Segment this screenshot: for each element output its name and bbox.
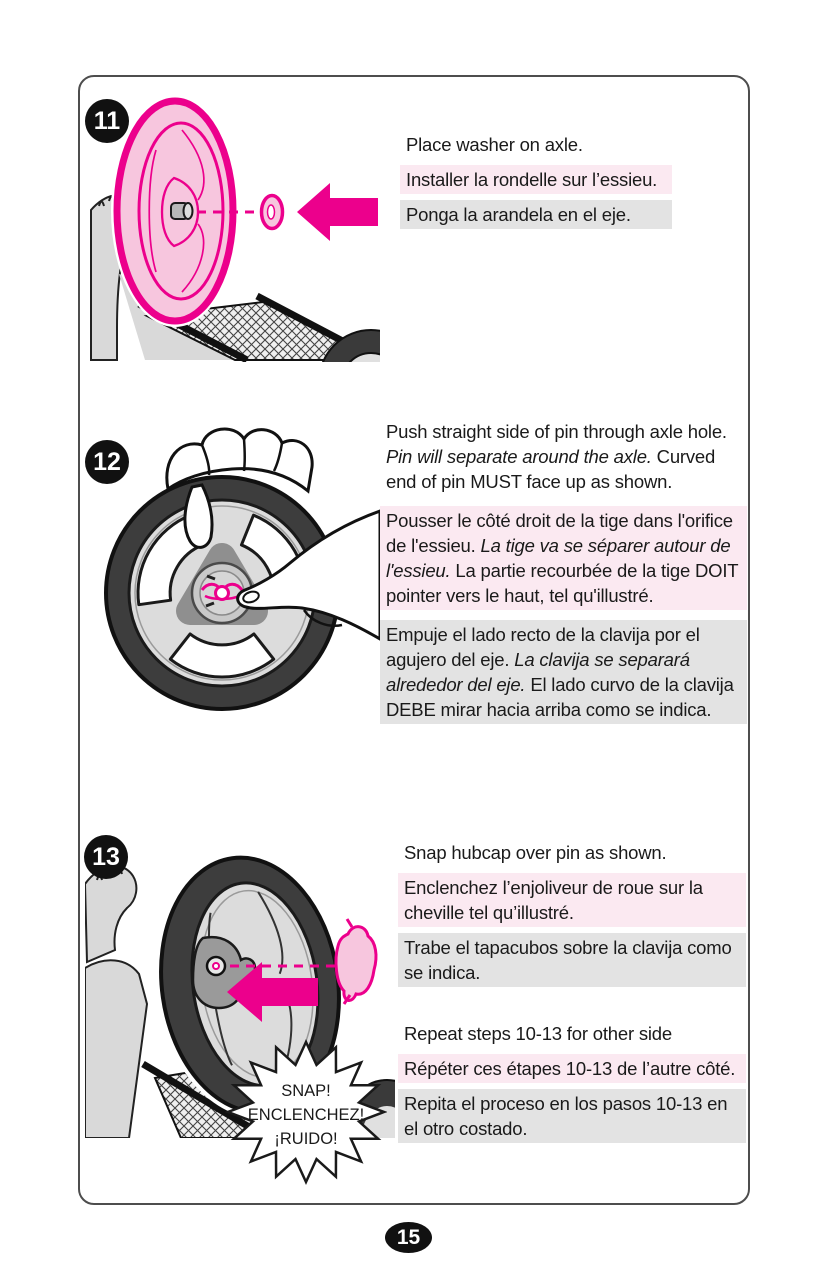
step-11-washer-on-axle-illustration [85, 88, 380, 362]
step-12-en-italic: Pin will separate around the axle. [386, 446, 652, 467]
step-12-french [380, 506, 747, 610]
step-12-number: 12 [93, 447, 121, 476]
step-13-text [398, 838, 746, 1149]
snap-starburst [225, 1036, 387, 1188]
washer [262, 196, 283, 229]
page-number-badge [385, 1222, 432, 1253]
step-13-french: Enclenchez l’enjoliveur de roue sur la cheville tel qu’illustré. [398, 873, 746, 927]
step-11-badge [85, 99, 129, 143]
step-11-number: 11 [93, 106, 121, 135]
step-11-spanish: Ponga la arandela en el eje. [400, 200, 672, 229]
axle [171, 203, 193, 219]
step-13-badge [84, 835, 128, 879]
snap-text-en: SNAP! [281, 1082, 331, 1100]
step-12-english [380, 417, 747, 496]
snap-text-es: ¡RUIDO! [274, 1130, 338, 1148]
left-arrow-icon [297, 183, 378, 241]
repeat-english: Repeat steps 10-13 for other side [404, 1023, 672, 1044]
step-13-spanish: Trabe el tapacubos sobre la clavija como se indica. [398, 933, 746, 987]
step-12-badge [85, 440, 129, 484]
repeat-french: Répéter ces étapes 10-13 de l’autre côté. [398, 1054, 746, 1083]
step-12-fr-italic: La tige va se séparer autour de l'essieu. [386, 535, 731, 581]
step-12-es-text: Empuje el lado recto de la clavija por el agujero del eje. [386, 624, 700, 670]
step-12-text [380, 417, 747, 730]
step-12-spanish [380, 620, 747, 724]
step-11-english: Place washer on axle. [406, 134, 583, 155]
page-number: 15 [396, 1225, 421, 1249]
step-11-text [400, 130, 672, 235]
step-12-es-text2: El lado curvo de la clavija DEBE mirar hacia arriba como se indica. [386, 674, 734, 720]
step-13-english: Snap hubcap over pin as shown. [404, 842, 667, 863]
snap-text-fr: ENCLENCHEZ! [247, 1106, 365, 1124]
step-12-en-text: Push straight side of pin through axle hole. [386, 421, 727, 442]
repeat-spanish: Repita el proceso en los pasos 10-13 en el otro costado. [398, 1089, 746, 1143]
step-13-number: 13 [92, 842, 120, 871]
step-12-en-text2: Curved end of pin MUST face up as shown. [386, 446, 716, 492]
step-12-es-italic: La clavija se separará alrededor del eje. [386, 649, 690, 695]
step-12-fr-text: Pousser le côté droit de la tige dans l'orifice de l'essieu. [386, 510, 733, 556]
step-11-french: Installer la rondelle sur l’essieu. [400, 165, 672, 194]
step-12-fr-text2: La partie recourbée de la tige DOIT pointer vers le haut, tel qu'illustré. [386, 560, 739, 606]
